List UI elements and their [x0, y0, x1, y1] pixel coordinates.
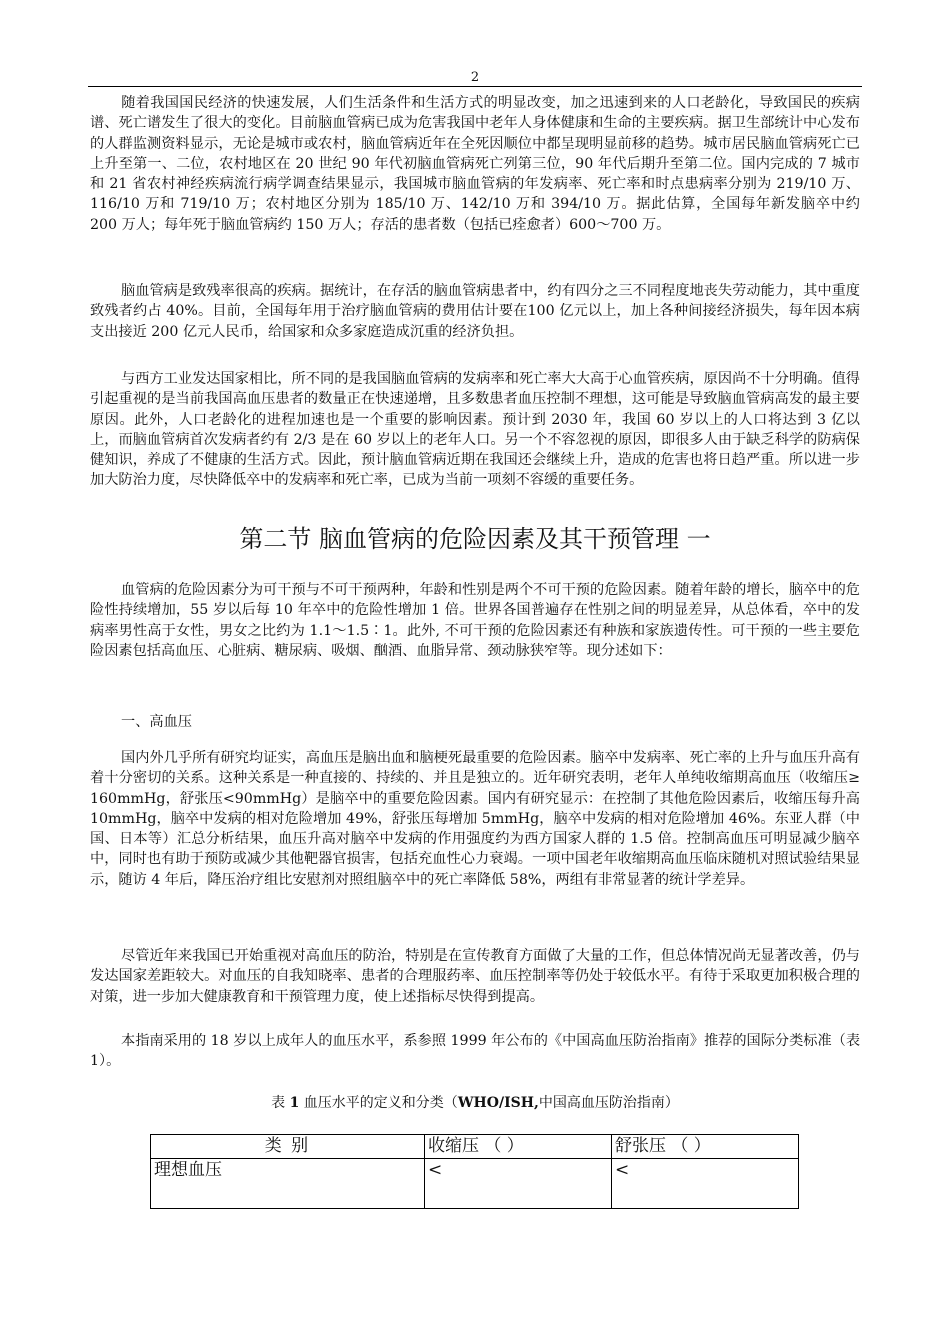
paragraph-1-text: 随着我国国民经济的快速发展，人们生活条件和生活方式的明显改变，加之迅速到来的人口老龄化，导致国民的疾病谱、死亡谱发生了很大的变化。目前脑血管病已成为危害我国中老年人身体健康和生命的主要疾病。据卫生部统计中心发布的人群监测资料显示，无论是城市或农村，脑血管病近年在全死因顺位中都呈现明显前移的趋势。城市居民脑血管病死亡已上升至第一、二位，农村地区在 20 世纪 90 年代初脑血管病死亡列第三位，90 年代后期升至第二位。国内完成的 7 城市和 21 省农村神经疾病流行病学调查结果显示，我国城市脑血管病的年发病率、死亡率和时点患病率分别为 219/10 万、116/10 万和 719/10 万；农村地区分别为 185/10 万、142/10 万和 394/10 万。据此估算，全国每年新发脑卒中约 200 万人；每年死于脑血管病约 150 万人；存活的患者数（包括已痊愈者）600～700 万。: [90, 95, 860, 233]
header-rule: [88, 86, 862, 87]
section-heading: 第二节 脑血管病的危险因素及其干预管理 一: [239, 525, 711, 553]
table-caption-text: 血压水平的定义和分类（: [299, 1095, 458, 1111]
table-header-row: [151, 1135, 799, 1159]
table-row: [151, 1159, 799, 1209]
cell-diastolic: <: [611, 1159, 798, 1209]
table-caption-prefix: 表: [271, 1095, 290, 1111]
table-caption-number: 1: [289, 1095, 300, 1111]
header-systolic: 收缩压 （ ）: [424, 1135, 611, 1159]
table-caption-suffix: 中国高血压防治指南）: [538, 1095, 679, 1111]
header-category: 类 别: [151, 1135, 425, 1159]
cell-systolic: <: [424, 1159, 611, 1209]
paragraph-5-text: 国内外几乎所有研究均证实，高血压是脑出血和脑梗死最重要的危险因素。脑卒中发病率、死亡率的上升与血压升高有着十分密切的关系。这种关系是一种直接的、持续的、并且是独立的。近年研究表明，老年人单纯收缩期高血压（收缩压≥ 160mmHg，舒张压<90mmHg）是脑卒中的重要危险因素。国内有研究显示：在控制了其他危险因素后，收缩压每升高 10mmHg，脑卒中发病的相对危险增加 49%，舒张压每增加 5mmHg，脑卒中发病的相对危险增加 46%。东亚人群（中国、日本等）汇总分析结果，血压升高对脑卒中发病的作用强度约为西方国家人群的 1.5 倍。控制高血压可明显减少脑卒中，同时也有助于预防或减少其他靶器官损害，包括充血性心力衰竭。一项中国老年收缩期高血压临床随机对照试验结果显示，随访 4 年后，降压治疗组比安慰剂对照组脑卒中的死亡率降低 58%，两组有非常显著的统计学差异。: [90, 750, 860, 888]
paragraph-3: [90, 369, 860, 491]
paragraph-6: [90, 946, 860, 1007]
paragraph-4: [90, 580, 860, 661]
paragraph-7: [90, 1031, 860, 1072]
header-diastolic: 舒张压 （ ）: [611, 1135, 798, 1159]
page-number: 2: [470, 70, 480, 85]
table-caption-bold: WHO/ISH,: [457, 1095, 539, 1111]
paragraph-6-text: 尽管近年来我国已开始重视对高血压的防治，特别是在宣传教育方面做了大量的工作，但总体情况尚无显著改善，仍与发达国家差距较大。对血压的自我知晓率、患者的合理服药率、血压控制率等仍处于较低水平。有待于采取更加积极合理的对策，进一步加大健康教育和干预管理力度，使上述指标尽快得到提高。: [90, 948, 860, 1005]
paragraph-7-text: 本指南采用的 18 岁以上成年人的血压水平，系参照 1999 年公布的《中国高血压防治指南》推荐的国际分类标准（表 1）。: [90, 1033, 861, 1070]
table-caption: [0, 1094, 950, 1112]
paragraph-2-text: 脑血管病是致残率很高的疾病。据统计，在存活的脑血管病患者中，约有四分之三不同程度地丧失劳动能力，其中重度致残者约占 40%。目前，全国每年用于治疗脑血管病的费用估计要在100 亿元以上，加上各种间接经济损失，每年因本病支出接近 200 亿元人民币，给国家和众多家庭造成沉重的经济负担。: [90, 283, 860, 340]
cell-category: 理想血压: [151, 1159, 425, 1209]
paragraph-5: [90, 748, 860, 890]
subheading-hypertension: 一、高血压: [121, 714, 192, 730]
bp-classification-table: [150, 1134, 799, 1209]
paragraph-1: [90, 93, 860, 235]
paragraph-3-text: 与西方工业发达国家相比，所不同的是我国脑血管病的发病率和死亡率大大高于心血管疾病，原因尚不十分明确。值得引起重视的是当前我国高血压患者的数量正在快速递增，且多数患者血压控制不理想，这可能是导致脑血管病高发的最主要原因。此外，人口老龄化的进程加速也是一个重要的影响因素。预计到 2030 年，我国 60 岁以上的人口将达到 3 亿以上，而脑血管病首次发病者约有 2/3 是在 60 岁以上的老年人口。另一个不容忽视的原因，即很多人由于缺乏科学的防病保健知识，养成了不健康的生活方式。因此，预计脑血管病近期在我国还会继续上升，造成的危害也将日趋严重。所以进一步加大防治力度，尽快降低卒中的发病率和死亡率，已成为当前一项刻不容缓的重要任务。: [90, 371, 860, 489]
paragraph-2: [90, 281, 860, 342]
paragraph-4-text: 血管病的危险因素分为可干预与不可干预两种，年龄和性别是两个不可干预的危险因素。随着年龄的增长，脑卒中的危险性持续增加，55 岁以后每 10 年卒中的危险性增加 1 倍。世界各国普遍存在性别之间的明显差异，从总体看，卒中的发病率男性高于女性，男女之比约为 1.1～1.5∶1。此外, 不可干预的危险因素还有种族和家族遗传性。可干预的一些主要危险因素包括高血压、心脏病、糖尿病、吸烟、酗酒、血脂异常、颈动脉狭窄等。现分述如下：: [90, 582, 860, 659]
